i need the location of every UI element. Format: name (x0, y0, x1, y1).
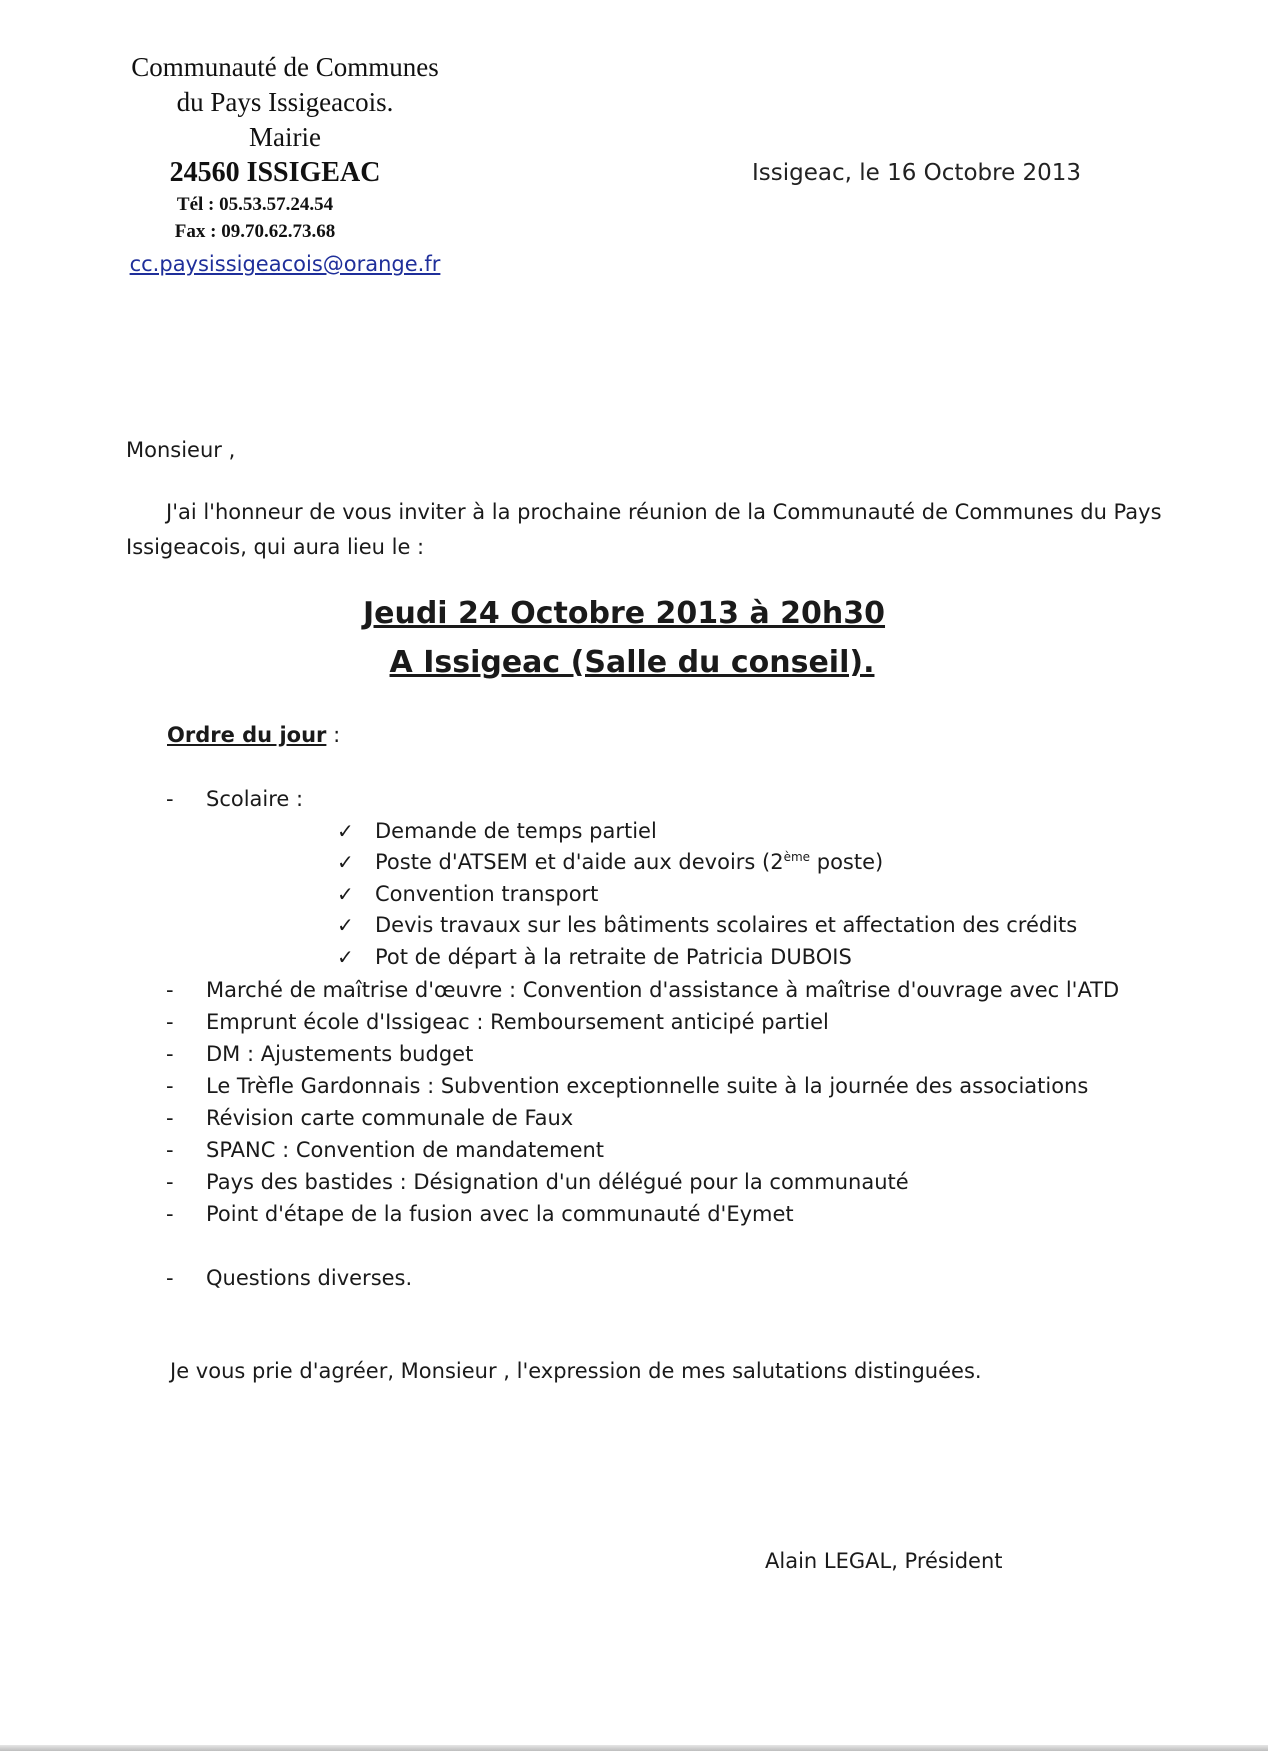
checkmark-icon: ✓ (337, 819, 354, 843)
agenda-item-scolaire (166, 787, 303, 811)
scolaire-subitem (337, 882, 598, 906)
checkmark-icon: ✓ (337, 882, 354, 906)
subitem-label: Demande de temps partiel (375, 819, 657, 843)
org-subname: du Pays Issigeacois. (176, 87, 394, 117)
agenda-title (167, 723, 340, 747)
meeting-date-text: Jeudi 24 Octobre 2013 à 20h30 (362, 596, 886, 631)
scolaire-subitem (337, 945, 852, 969)
bullet-dash: - (166, 1042, 174, 1066)
meeting-date-heading (0, 596, 1258, 631)
agenda-item-label: Point d'étape de la fusion avec la communauté d'Eymet (206, 1202, 794, 1226)
agenda-item-label: Scolaire : (206, 787, 304, 811)
phone-number: Tél : 05.53.57.24.54 (176, 194, 334, 215)
subitem-label-end: poste) (810, 850, 884, 874)
bullet-dash: - (166, 787, 174, 811)
letter-date: Issigeac, le 16 Octobre 2013 (752, 160, 1082, 186)
agenda-item-label: Pays des bastides : Désignation d'un délégué pour la communauté (206, 1170, 909, 1194)
scolaire-subitem (337, 819, 657, 843)
scolaire-subitem (337, 913, 1077, 937)
bullet-dash: - (166, 1106, 174, 1130)
bullet-dash: - (166, 1010, 174, 1034)
scan-edge-divider (0, 1745, 1268, 1751)
subitem-label: Convention transport (375, 882, 599, 906)
ordinal-superscript: ème (783, 850, 811, 864)
closing-formula: Je vous prie d'agréer, Monsieur , l'expression de mes salutations distinguées. (170, 1359, 982, 1383)
postal-address: 24560 ISSIGEAC (169, 157, 381, 188)
agenda-item-label: SPANC : Convention de mandatement (206, 1138, 605, 1162)
fax-number: Fax : 09.70.62.73.68 (174, 221, 336, 242)
scolaire-subitem (337, 850, 883, 874)
subitem-label: Pot de départ à la retraite de Patricia DUBOIS (375, 945, 852, 969)
bullet-dash: - (166, 1074, 174, 1098)
bullet-dash: - (166, 1266, 174, 1290)
bullet-dash: - (166, 1138, 174, 1162)
agenda-title-text: Ordre du jour (167, 723, 327, 747)
email-link[interactable]: cc.paysissigeacois@orange.fr (129, 252, 441, 276)
agenda-item-label: Marché de maîtrise d'œuvre : Convention d'assistance à maîtrise d'ouvrage avec l'ATD (206, 978, 1120, 1002)
agenda-item-label: Questions diverses. (206, 1266, 413, 1290)
agenda-item-questions (166, 1266, 412, 1290)
agenda-item-label: Révision carte communale de Faux (206, 1106, 574, 1130)
agenda-item-label: DM : Ajustements budget (206, 1042, 474, 1066)
signature: Alain LEGAL, Président (765, 1549, 1003, 1573)
agenda-item (166, 1202, 794, 1226)
agenda-item (166, 1074, 1088, 1098)
agenda-item-label: Le Trèfle Gardonnais : Subvention exceptionnelle suite à la journée des associations (206, 1074, 1089, 1098)
agenda-item (166, 1138, 604, 1162)
intro-text: J'ai l'honneur de vous inviter à la prochaine réunion de la Communauté de Communes du Pays Issigeacois, qui aura lieu le : (126, 500, 1162, 559)
checkmark-icon: ✓ (337, 913, 354, 937)
subitem-label: Devis travaux sur les bâtiments scolaires et affectation des crédits (375, 913, 1078, 937)
checkmark-icon: ✓ (337, 945, 354, 969)
agenda-item (166, 978, 1119, 1002)
checkmark-icon: ✓ (337, 850, 354, 874)
agenda-item (166, 1106, 573, 1130)
letterhead (0, 50, 570, 279)
bullet-dash: - (166, 1170, 174, 1194)
agenda-item (166, 1010, 829, 1034)
agenda-title-colon: : (326, 723, 341, 747)
intro-paragraph (126, 495, 1166, 565)
agenda-item-label: Emprunt école d'Issigeac : Remboursement anticipé partiel (206, 1010, 829, 1034)
agenda-item (166, 1170, 909, 1194)
meeting-location-text: A Issigeac (Salle du conseil). (389, 645, 875, 680)
mairie-label: Mairie (249, 122, 321, 152)
subitem-label: Poste d'ATSEM et d'aide aux devoirs (2 (375, 850, 784, 874)
bullet-dash: - (166, 1202, 174, 1226)
salutation: Monsieur , (126, 438, 236, 462)
meeting-location-heading (0, 645, 1266, 680)
agenda-item (166, 1042, 473, 1066)
bullet-dash: - (166, 978, 174, 1002)
org-name: Communauté de Communes (131, 52, 439, 82)
